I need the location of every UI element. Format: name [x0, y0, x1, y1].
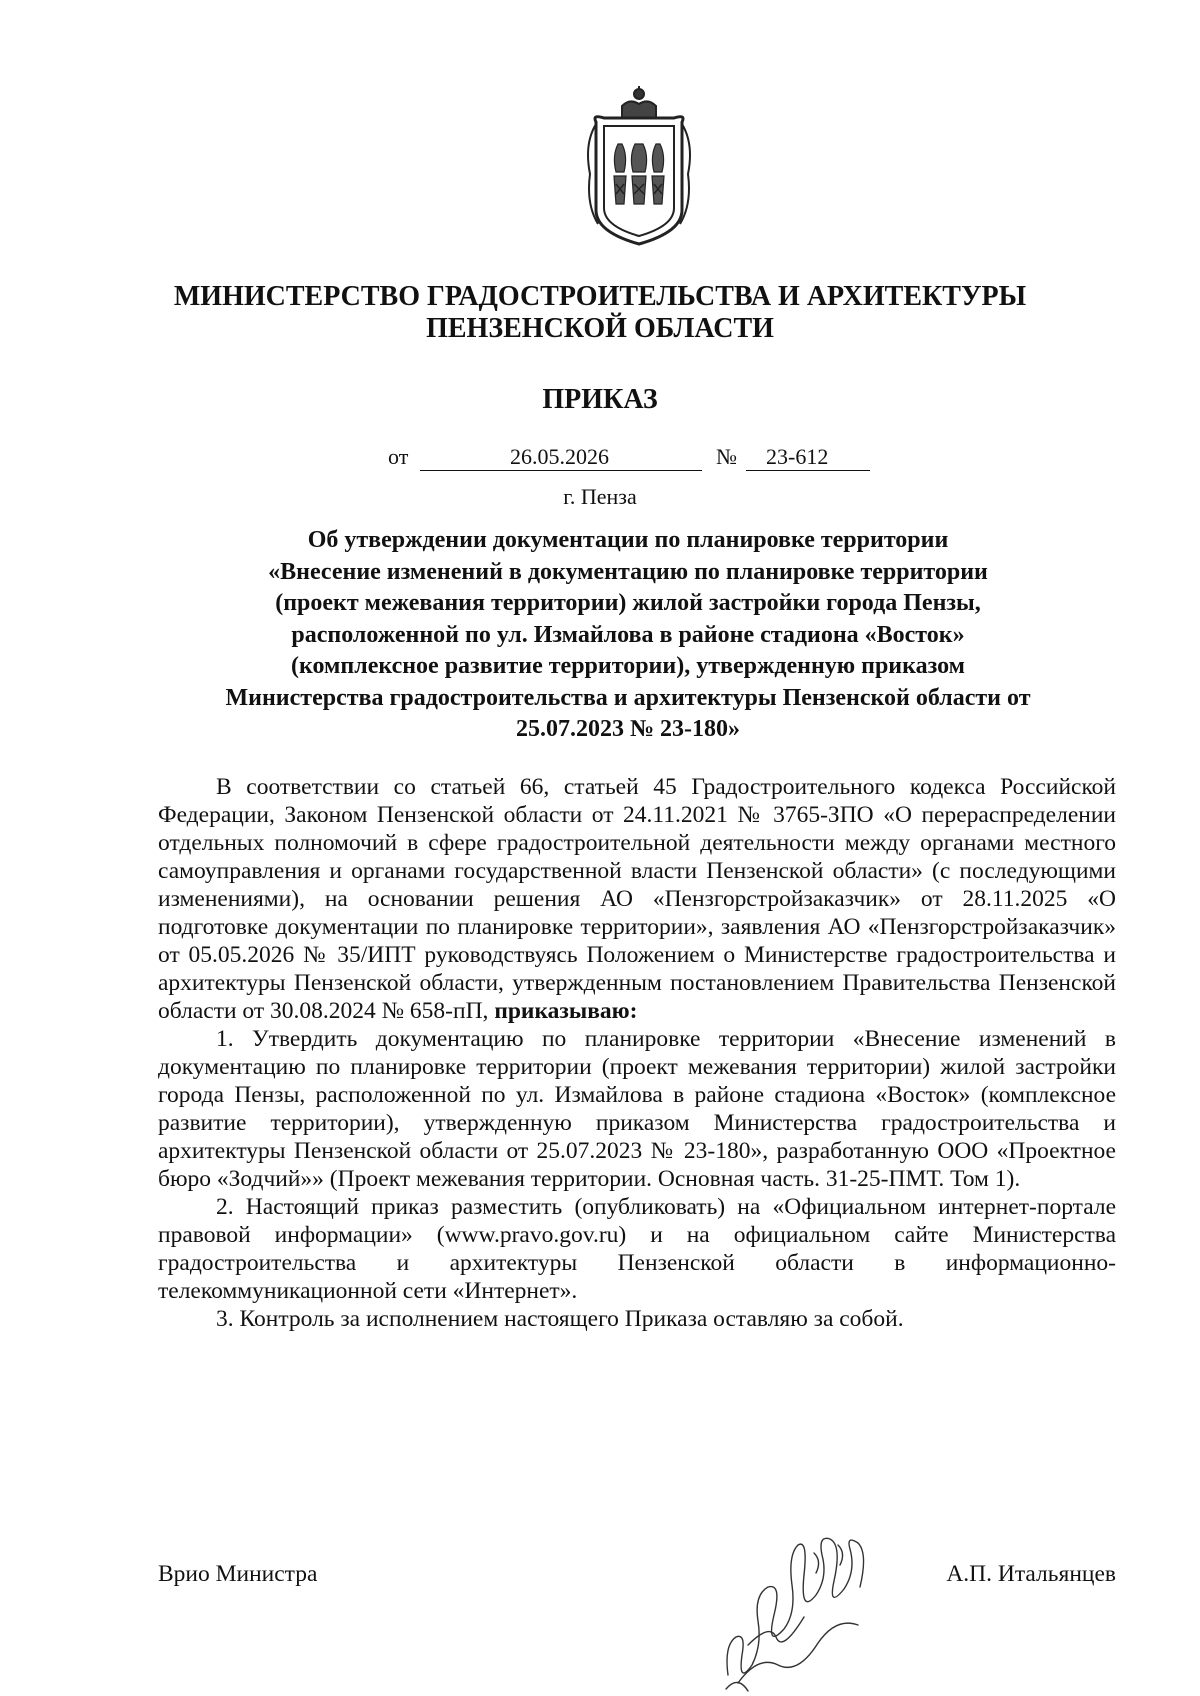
- organization-title: [100, 281, 1100, 345]
- date-prefix: от: [388, 444, 409, 469]
- order-item: 3. Контроль за исполнением настоящего Приказа оставляю за собой.: [216, 1306, 904, 1332]
- order-body: [158, 773, 1116, 1333]
- document-type: ПРИКАЗ: [542, 384, 658, 415]
- preamble-emphasis: приказываю:: [494, 998, 638, 1024]
- city: г. Пенза: [563, 484, 637, 509]
- order-item: 1. Утвердить документацию по планировке территории «Внесение изменений в документацию по планировке территории (проект межевания территории) жилой застройки города Пензы, расположенной по ул. Измайлова в районе стадиона «Восток» (комплексное развитие территории), утвержденную приказом Министерства градостроительства и архитектуры Пензенской области от 25.07.2023 № 23-180», разработанную ООО «Проектное бюро «Зодчий»» (Проект межевания территории. Основная часть. 31-25-ПМТ. Том 1).: [158, 1026, 1116, 1192]
- order-date: 26.05.2026: [510, 444, 609, 469]
- number-prefix: №: [716, 444, 737, 469]
- handwritten-signature: [718, 1525, 886, 1696]
- subject-line: (проект межевания территории) жилой застройки города Пензы,: [275, 590, 981, 616]
- subject-line: (комплексное развитие территории), утвержденную приказом: [291, 653, 965, 679]
- organization-line-1: МИНИСТЕРСТВО ГРАДОСТРОИТЕЛЬСТВА И АРХИТЕКТУРЫ: [173, 281, 1027, 312]
- subject-line: 25.07.2023 № 23-180»: [515, 716, 741, 742]
- subject-line: «Внесение изменений в документацию по планировке территории: [268, 558, 988, 585]
- organization-line-2: ПЕНЗЕНСКОЙ ОБЛАСТИ: [426, 313, 774, 344]
- order-item: 2. Настоящий приказ разместить (опубликовать) на «Официальном интернет-портале правовой информации» (www.pravo.gov.ru) и на официальном сайте Министерства градостроительства и архитектуры Пензенской области в информационно-телекоммуникационной сети «Интернет».: [158, 1194, 1116, 1304]
- coat-of-arms-icon: [578, 84, 700, 252]
- subject-line: расположенной по ул. Измайлова в районе стадиона «Восток»: [291, 621, 965, 648]
- preamble-paragraph: [158, 773, 1116, 1025]
- preamble-text: В соответствии со статьей 66, статьей 45 Градостроительного кодекса Российской Федерации, Законом Пензенской области от 24.11.2021 № 3765-ЗПО «О перераспределении отдельных полномочий в сфере градостроительной деятельности между органами местного самоуправления и органами государственной власти Пензенской области» (с последующими изменениями), на основании решения АО «Пензгорстройзаказчик» от 28.11.2025 «О подготовке документации по планировке территории», заявления АО «Пензгорстройзаказчик» от 05.05.2026 № 35/ИПТ руководствуясь Положением о Министерстве градостроительства и архитектуры Пензенской области, утвержденным постановлением Правительства Пензенской области от 30.08.2024 № 658-пП,: [158, 774, 1116, 1024]
- number-underline: [746, 470, 870, 471]
- signatory-position: Врио Министра: [158, 1561, 318, 1587]
- subject-line: Министерства градостроительства и архитектуры Пензенской области от: [225, 684, 1031, 711]
- order-subject: [168, 525, 1088, 746]
- subject-line: Об утверждении документации по планировке территории: [307, 527, 949, 553]
- order-number: 23-612: [766, 444, 829, 469]
- signatory-name: А.П. Итальянцев: [946, 1561, 1116, 1587]
- date-underline: [420, 470, 702, 471]
